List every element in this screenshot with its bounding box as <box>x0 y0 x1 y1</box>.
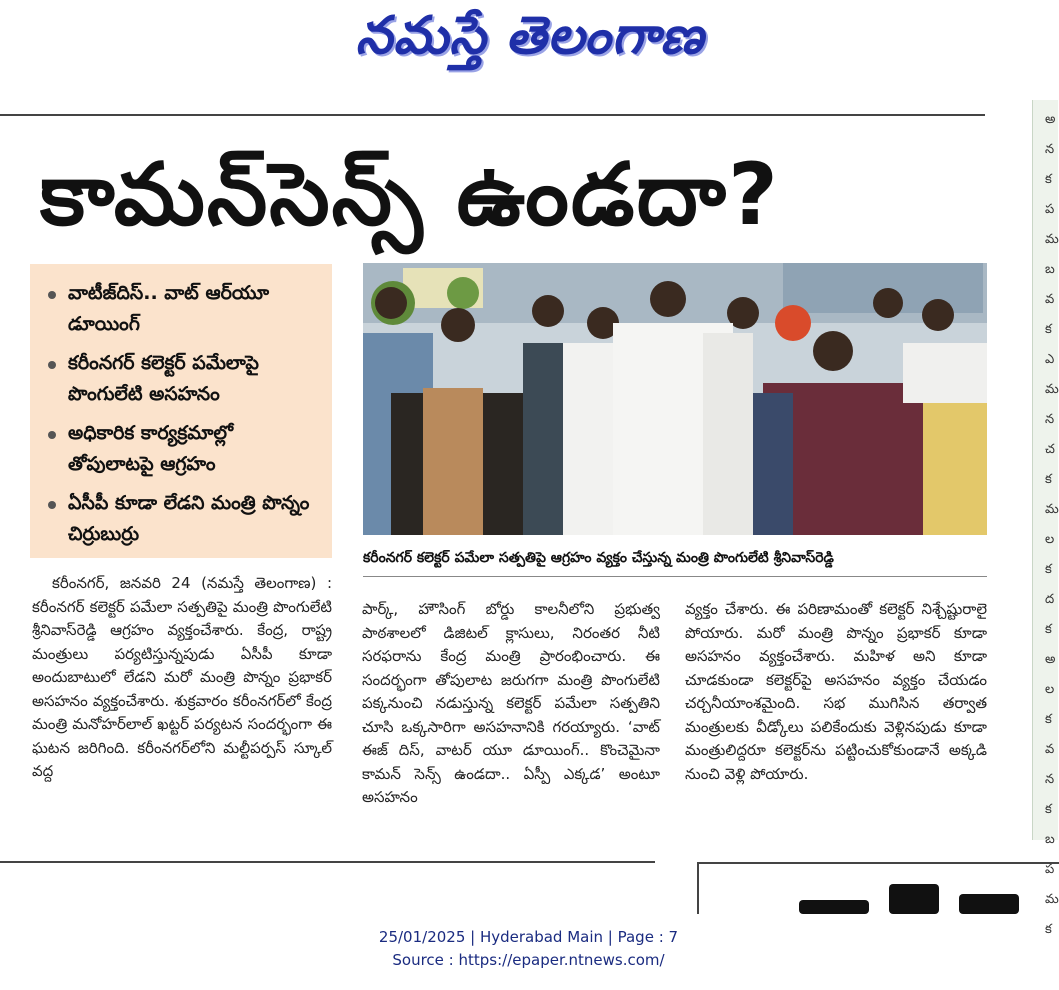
article-column-3 <box>685 598 987 848</box>
bullet-icon <box>48 431 56 439</box>
bullet-icon <box>48 361 56 369</box>
highlight-item <box>48 488 322 550</box>
headline: కామన్‌సెన్స్‌ ఉండదా? <box>40 145 780 245</box>
highlight-text: వాటీజ్‌దిస్‌.. వాట్‌ ఆర్‌యూ డూయింగ్‌ <box>68 282 270 335</box>
article-text: పార్క్‌, హౌసింగ్‌ బోర్డు కాలనీలోని ప్రభుత్వ పాఠశాలలో డిజిటల్‌ క్లాసులు, నిరంతర నీటి సరఫరాను కేంద్ర మంత్రి ప్రారంభించారు. ఈ సందర్భంగా తోపులాట జరుగగా మంత్రి పొంగులేటి పక్కనుంచి నడుస్తున్న కలెక్టర్‌ పమేలా సత్పతిని చూసి ఒక్కసారిగా అసహనానికి గరయ్యారు. ‘వాట్‌ ఈజ్‌ దిస్‌, వాటర్‌ యూ డూయింగ్‌.. కొంచెమైనా కామన్‌ సెన్స్‌ ఉండదా.. ఏస్పీ ఎక్కడ’ అంటూ అసహనం <box>362 600 660 806</box>
photo-illustration <box>363 263 987 535</box>
article-column-1 <box>32 572 332 847</box>
bottom-rule <box>0 861 655 863</box>
article-column-2 <box>362 598 660 848</box>
highlight-text: ఏసీపీ కూడా లేడని మంత్రి పొన్నం చిర్రుబుర్రు <box>68 492 310 545</box>
page-footer <box>0 926 1057 972</box>
source-link[interactable]: Source : https://epaper.ntnews.com/ <box>392 951 665 969</box>
caption-rule <box>363 576 987 577</box>
highlight-item <box>48 278 322 340</box>
highlights-box <box>30 264 332 558</box>
bullet-icon <box>48 501 56 509</box>
photo-caption: కరీంనగర్‌ కలెక్టర్‌ పమేలా సత్పతిపై ఆగ్రహం వ్యక్తం చేస్తున్న మంత్రి పొంగులేటి శ్రీనివాస్‌రెడ్డి <box>363 550 834 566</box>
masthead-logo: నమస్తే తెలంగాణ <box>355 5 705 66</box>
edition-info: 25/01/2025 | Hyderabad Main | Page : 7 <box>378 928 679 946</box>
article-text: వ్యక్తం చేశారు. ఈ పరిణామంతో కలెక్టర్‌ నిశ్చేష్టురాలై పోయారు. మరో మంత్రి పొన్నం ప్రభాకర్‌ కూడా అసహనం వ్యక్తంచేశారు. మహిళ అని కూడా చూడకుండా కలెక్టర్‌పై అసహనం వ్యక్తం చేయడం చర్చనీయాంశమైంది. సభ ముగిసిన తర్వాత మంత్రులకు వీడ్కోలు పలికేందుకు వెళ్లినపుడు కూడా మంత్రులిద్దరూ కలెక్టర్‌ను పట్టించుకోకుండానే అక్కడి నుంచి వెళ్లి పోయారు. <box>685 600 987 783</box>
next-article-fragment <box>697 862 1059 914</box>
highlight-item <box>48 348 322 410</box>
news-photo <box>363 263 987 535</box>
top-rule <box>0 114 985 116</box>
highlight-text: కరీంనగర్‌ కలెక్టర్‌ పమేలాపై పొంగులేటి అసహనం <box>68 352 259 405</box>
highlight-text: అధికారిక కార్యక్రమాల్లో తోపులాటపై ఆగ్రహం <box>68 422 233 475</box>
highlight-item <box>48 418 322 480</box>
adjacent-column-strip: అ న క ప మ బ వ క ఎ మ న చ క మ ల క ద క అ ల క వ న క బ ప మ క <box>1032 100 1058 840</box>
bullet-icon <box>48 291 56 299</box>
article-text: కరీంనగర్‌, జనవరి 24 (నమస్తే తెలంగాణ) : కరీంనగర్‌ కలెక్టర్‌ పమేలా సత్పతిపై మంత్రి పొంగులేటి శ్రీనివాస్‌రెడ్డి ఆగ్రహం వ్యక్తంచేశారు. కేంద్ర, రాష్ట్ర మంత్రులు పర్యటిస్తున్నపుడు ఏసీపీ కూడా అందుబాటులో లేడని మరో మంత్రి పొన్నం ప్రభాకర్‌ అసహనం వ్యక్తంచేశారు. శుక్రవారం కరీంనగర్‌లో కేంద్ర మంత్రి మనోహర్‌లాల్‌ ఖట్టర్‌ పర్యటన సందర్భంగా ఈ ఘటన జరిగింది. కరీంనగర్‌లోని మల్టీపర్పస్‌ స్కూల్‌ వద్ద <box>32 574 332 780</box>
